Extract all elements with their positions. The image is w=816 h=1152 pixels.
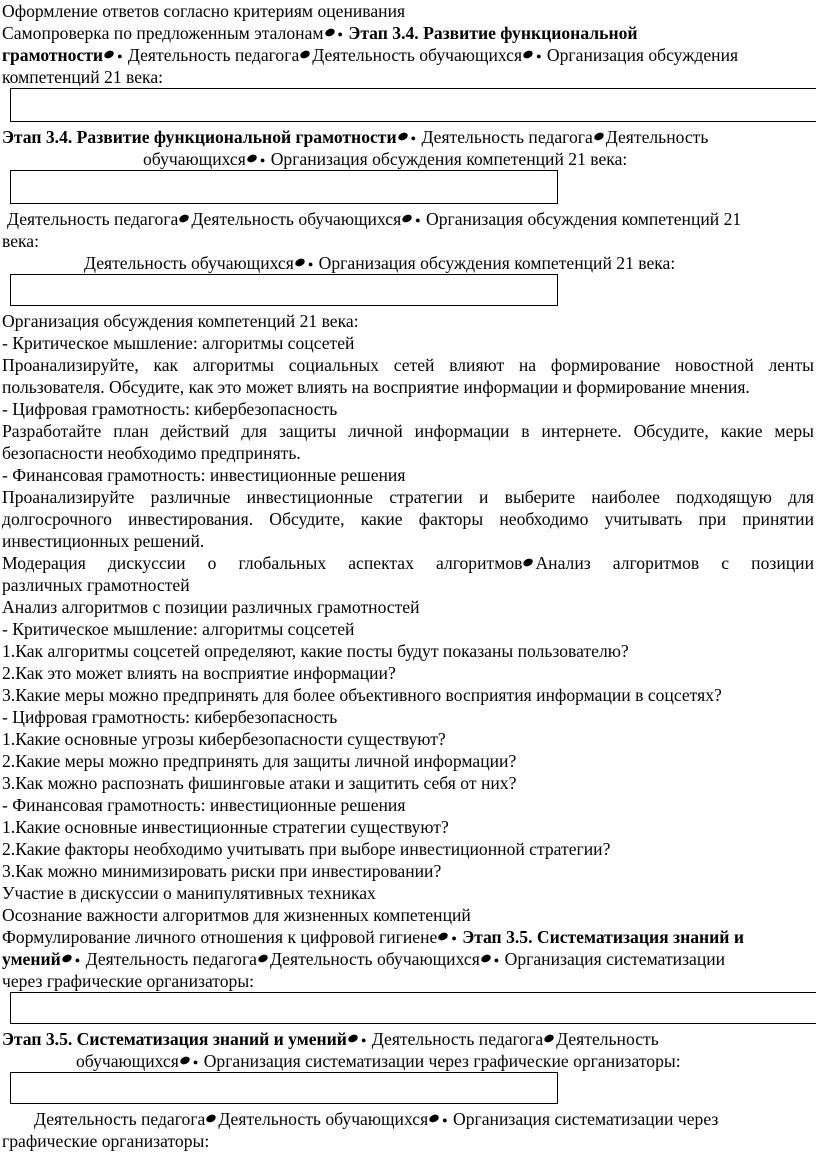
bullet-icon xyxy=(437,931,449,942)
bullet-icon: ● xyxy=(410,133,417,143)
bullet-icon xyxy=(257,953,269,964)
bullet-icon: ● xyxy=(192,1057,199,1067)
list-item: 1.Как алгоритмы соцсетей определяют, какие посты будут показаны пользователю? xyxy=(2,641,629,661)
finance-subheading: - Финансовая грамотность: инвестиционные решения xyxy=(2,795,406,815)
digital-subheading: - Цифровая грамотность: кибербезопасность xyxy=(2,707,338,727)
hygiene-line: Формулирование личного отношения к цифровой гигиене ● Этап 3.5. Систематизация знаний и xyxy=(2,927,744,947)
bullet-icon: ● xyxy=(259,155,266,165)
bullet-icon xyxy=(428,1113,440,1124)
bullet-icon: ● xyxy=(117,51,123,61)
paragraph-line: инвестиционных решений. xyxy=(2,531,205,551)
answer-box[interactable] xyxy=(10,170,558,204)
bullet-icon xyxy=(299,49,311,60)
bullet-icon: ● xyxy=(337,29,343,39)
bullet-icon: ● xyxy=(307,259,314,269)
bullet-icon xyxy=(178,213,190,224)
bullet-icon: ● xyxy=(360,1035,367,1045)
doc-title: Оформление ответов согласно критериям оценивания xyxy=(2,1,406,21)
participation-line: Участие в дискуссии о манипулятивных техниках xyxy=(2,883,376,903)
bullet-icon xyxy=(246,153,258,164)
paragraph-line: Проанализируйте, как алгоритмы социальных сетей влияют на формирование новостной ленты xyxy=(2,355,814,375)
moderation-line-2: различных грамотностей xyxy=(2,575,190,595)
paragraph-line: долгосрочного инвестирования. Обсудите, какие факторы необходимо учитывать при принятии xyxy=(2,509,814,529)
bullet-icon xyxy=(347,1033,359,1044)
answer-box[interactable] xyxy=(10,274,558,306)
students-line: обучающихся ● Организация систематизации через графические организаторы: xyxy=(76,1051,681,1071)
answer-box[interactable] xyxy=(10,1072,558,1104)
list-item: 1.Какие основные угрозы кибербезопасности существуют? xyxy=(2,729,446,749)
org-heading: Организация обсуждения компетенций 21 века: xyxy=(2,311,359,331)
students-line: обучающихся ● Организация обсуждения компетенций 21 века: xyxy=(143,149,628,169)
finance-heading: - Финансовая грамотность: инвестиционные решения xyxy=(2,465,406,485)
bullet-icon: ● xyxy=(415,215,421,225)
list-item: 2.Какие меры можно предпринять для защиты личной информации? xyxy=(2,751,517,771)
paragraph-line: пользователя. Обсудите, как это может влиять на восприятие информации и формирование мнения. xyxy=(2,377,750,397)
critical-heading: - Критическое мышление: алгоритмы соцсетей xyxy=(2,333,355,353)
bullet-icon xyxy=(205,1113,217,1124)
paragraph-line: Проанализируйте различные инвестиционные стратегии и выберите наиболее подходящую для xyxy=(2,487,814,507)
bullet-icon: ● xyxy=(536,51,542,61)
bullet-icon: ● xyxy=(451,933,457,943)
bullet-icon xyxy=(522,49,534,60)
stage-35-repeat: Этап 3.5. Систематизация знаний и умений ● Деятельность педагога Деятельность xyxy=(2,1029,659,1049)
bullet-icon xyxy=(324,27,336,38)
list-item: 3.Как можно распознать фишинговые атаки и защитить себя от них? xyxy=(2,773,517,793)
list-item: 3.Как можно минимизировать риски при инвестировании? xyxy=(2,861,442,881)
analysis-heading: Анализ алгоритмов с позиции различных грамотностей xyxy=(2,597,420,617)
graphic-organizers-line: через графические организаторы: xyxy=(2,971,255,991)
bullet-icon: ● xyxy=(74,955,81,965)
moderation-line: Модерация дискуссии о глобальных аспектах алгоритмов Анализ алгоритмов с позиции xyxy=(2,553,814,573)
activity-line: Деятельность педагога Деятельность обучающихся ● Организация систематизации через xyxy=(34,1109,719,1129)
bullet-icon xyxy=(593,131,605,142)
bullet-icon xyxy=(543,1033,555,1044)
stage-34-repeat: Этап 3.4. Развитие функциональной грамотности ● Деятельность педагога Деятельность xyxy=(2,127,709,147)
activity-line: Деятельность педагога Деятельность обучающихся ● Организация обсуждения компетенций 21 xyxy=(7,209,742,229)
self-check-line: Самопроверка по предложенным эталонам ● Этап 3.4. Развитие функциональной xyxy=(2,23,638,43)
answer-box[interactable] xyxy=(10,88,816,122)
awareness-line: Осознание важности алгоритмов для жизненных компетенций xyxy=(2,905,471,925)
stage-34-line: грамотности ● Деятельность педагога Деятельность обучающихся ● Организация обсуждения xyxy=(2,45,739,65)
bullet-icon xyxy=(179,1055,191,1066)
paragraph-line: Разработайте план действий для защиты личной информации в интернете. Обсудите, какие меры xyxy=(2,421,814,441)
bullet-icon xyxy=(480,953,492,964)
bullet-icon: ● xyxy=(493,955,500,965)
graphic-organizers-end: графические организаторы: xyxy=(2,1131,210,1151)
list-item: 1.Какие основные инвестиционные стратегии существуют? xyxy=(2,817,449,837)
bullet-icon xyxy=(103,49,115,60)
century-word: века: xyxy=(2,231,39,251)
bullet-icon xyxy=(61,953,73,964)
list-item: 2.Как это может влиять на восприятие информации? xyxy=(2,663,396,683)
stage-35-line: умений ● Деятельность педагога Деятельность обучающихся ● Организация систематизации xyxy=(2,949,726,969)
bullet-icon xyxy=(397,131,409,142)
bullet-icon xyxy=(401,213,413,224)
list-item: 2.Какие факторы необходимо учитывать при выборе инвестиционной стратегии? xyxy=(2,839,611,859)
bullet-icon xyxy=(522,557,534,568)
bullet-icon xyxy=(294,257,306,268)
bullet-icon: ● xyxy=(442,1115,448,1125)
paragraph-line: безопасности необходимо предпринять. xyxy=(2,443,301,463)
digital-heading: - Цифровая грамотность: кибербезопасность xyxy=(2,399,338,419)
competencies-line: компетенций 21 века: xyxy=(2,67,164,87)
students-org-line: Деятельность обучающихся ● Организация обсуждения компетенций 21 века: xyxy=(84,253,676,273)
critical-subheading: - Критическое мышление: алгоритмы соцсетей xyxy=(2,619,355,639)
list-item: 3.Какие меры можно предпринять для более объективного восприятия информации в соцсетях? xyxy=(2,685,722,705)
answer-box[interactable] xyxy=(10,992,816,1024)
